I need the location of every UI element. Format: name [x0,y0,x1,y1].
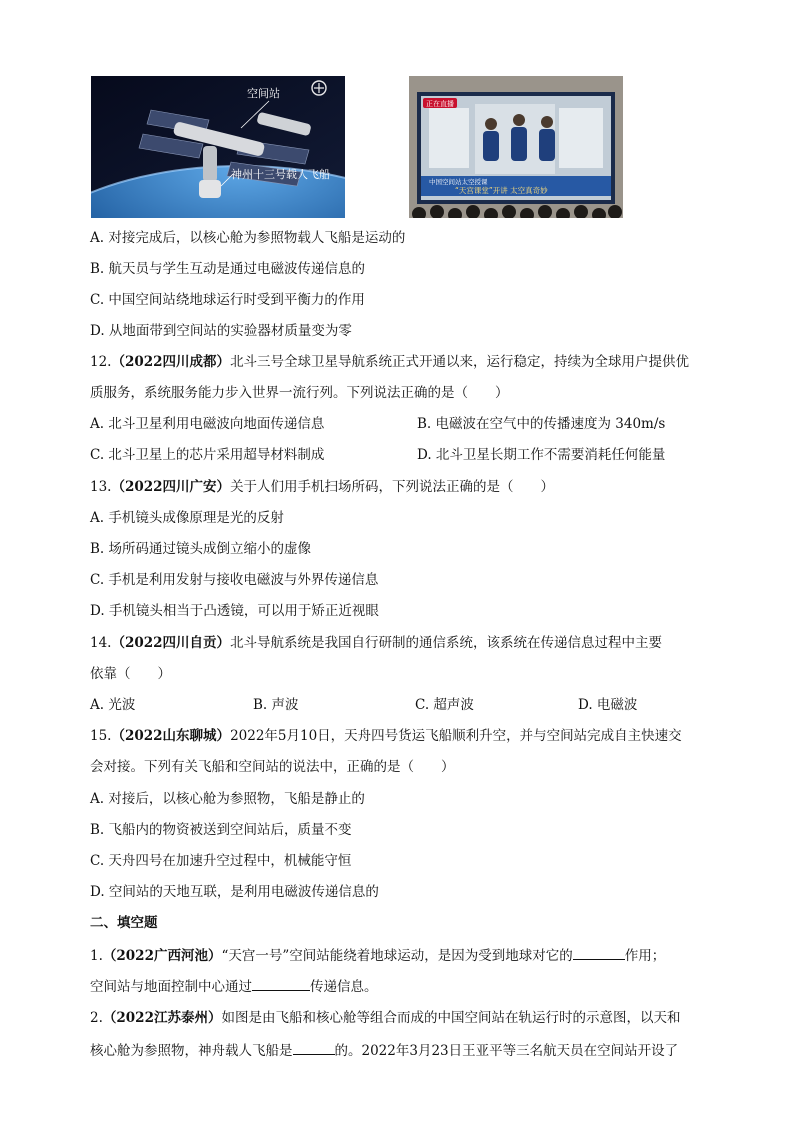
q14-option-d: D. 电磁波 [578,697,638,713]
f1-blank-2[interactable] [252,976,310,991]
f2-text-1: 如图是由飞船和核心舱等组合而成的中国空间站在轨运行时的示意图，以天和 [221,1010,681,1026]
q12-option-a: A. 北斗卫星利用电磁波向地面传递信息 [90,416,325,432]
caption-line-1: 中国空间站太空授课 [429,178,488,186]
f2-source: （2022江苏泰州） [102,1010,222,1026]
q15-stem-line-2: 会对接。下列有关飞船和空间站的说法中，正确的是（ ） [90,759,455,775]
f1-text-2b: 传递信息。 [310,979,378,995]
q12-stem-text: 北斗三号全球卫星导航系统正式开通以来，运行稳定，持续为全球用户提供优 [230,354,690,370]
q13-source: （2022四川广安） [111,479,231,495]
q13-option-c: C. 手机是利用发射与接收电磁波与外界传递信息 [90,572,379,588]
q15-stem-text: 2022年5月10日，天舟四号货运飞船顺利升空，并与空间站完成自主快速交 [230,728,682,744]
q14-stem-text: 北斗导航系统是我国自行研制的通信系统，该系统在传递信息过程中主要 [230,635,663,651]
q13-stem [90,477,702,497]
q15-option-a: A. 对接后，以核心舱为参照物，飞船是静止的 [90,791,365,807]
q13-option-a: A. 手机镜头成像原理是光的反射 [90,510,284,526]
q12-option-d: D. 北斗卫星长期工作不需要消耗任何能量 [417,447,666,463]
f2-line-1 [90,1008,702,1028]
q14-option-c: C. 超声波 [415,697,474,713]
f2-line-2 [90,1040,702,1061]
q15-source: （2022山东聊城） [111,728,231,744]
q12-source: （2022四川成都） [111,354,231,370]
f1-line-1 [90,945,702,966]
q15-stem-line-1 [90,726,702,746]
q11-option-b: B. 航天员与学生互动是通过电磁波传递信息的 [90,261,366,277]
caption-line-2: “天宫课堂”开讲 太空真奇妙 [455,186,548,195]
q15-number: 15. [90,728,112,744]
q12-number: 12. [90,354,112,370]
space-station-image [91,76,345,218]
q11-option-a: A. 对接完成后，以核心舱为参照物载人飞船是运动的 [90,230,406,246]
f1-number: 1. [90,948,103,964]
q14-number: 14. [90,635,112,651]
q14-stem-line-2: 依靠（ ） [90,666,171,682]
f1-text-1a: “天宫一号”空间站能绕着地球运动，是因为受到地球对它的 [221,948,573,964]
f2-text-2a: 核心舱为参照物，神舟载人飞船是 [90,1043,293,1059]
q15-option-b: B. 飞船内的物资被送到空间站后，质量不变 [90,822,352,838]
logo-icon [312,81,326,95]
q15-option-c: C. 天舟四号在加速升空过程中，机械能守恒 [90,853,352,869]
q11-option-c: C. 中国空间站绕地球运行时受到平衡力的作用 [90,292,365,308]
label-spacecraft: 神州十三号载人飞船 [231,168,330,181]
f2-blank-1[interactable] [293,1040,335,1055]
f2-text-2b: 的。2022年3月23日王亚平等三名航天员在空间站开设了 [334,1043,679,1059]
space-station-illustration [91,76,345,218]
q13-option-d: D. 手机镜头相当于凸透镜，可以用于矫正近视眼 [90,603,379,619]
q13-number: 13. [90,479,112,495]
q13-stem-text: 关于人们用手机扫场所码，下列说法正确的是（ ） [230,479,555,495]
q12-option-b: B. 电磁波在空气中的传播速度为 340m/s [417,416,666,432]
classroom-broadcast-image [409,76,623,218]
q14-option-a: A. 光波 [90,697,136,713]
q12-option-c: C. 北斗卫星上的芯片采用超导材料制成 [90,447,325,463]
q14-source: （2022四川自贡） [111,635,231,651]
f1-line-2 [90,976,702,997]
q12-stem-line-1 [90,352,702,372]
q15-option-d: D. 空间站的天地互联，是利用电磁波传递信息的 [90,884,379,900]
label-space-station: 空间站 [247,87,280,100]
f1-text-2a: 空间站与地面控制中心通过 [90,979,252,995]
q13-option-b: B. 场所码通过镜头成倒立缩小的虚像 [90,541,312,557]
tv-broadcast-illustration [409,76,623,218]
q14-stem-line-1 [90,633,702,653]
q14-option-b: B. 声波 [253,697,299,713]
f1-text-1b: 作用； [624,948,666,964]
f2-number: 2. [90,1010,103,1026]
live-badge-text: 正在直播 [426,100,454,108]
q12-stem-line-2: 质服务，系统服务能力步入世界一流行列。下列说法正确的是（ ） [90,385,509,401]
f1-source: （2022广西河池） [102,948,222,964]
f1-blank-1[interactable] [573,945,625,960]
section-title-fill-in: 二、填空题 [90,915,158,931]
q11-option-d: D. 从地面带到空间站的实验器材质量变为零 [90,323,352,339]
